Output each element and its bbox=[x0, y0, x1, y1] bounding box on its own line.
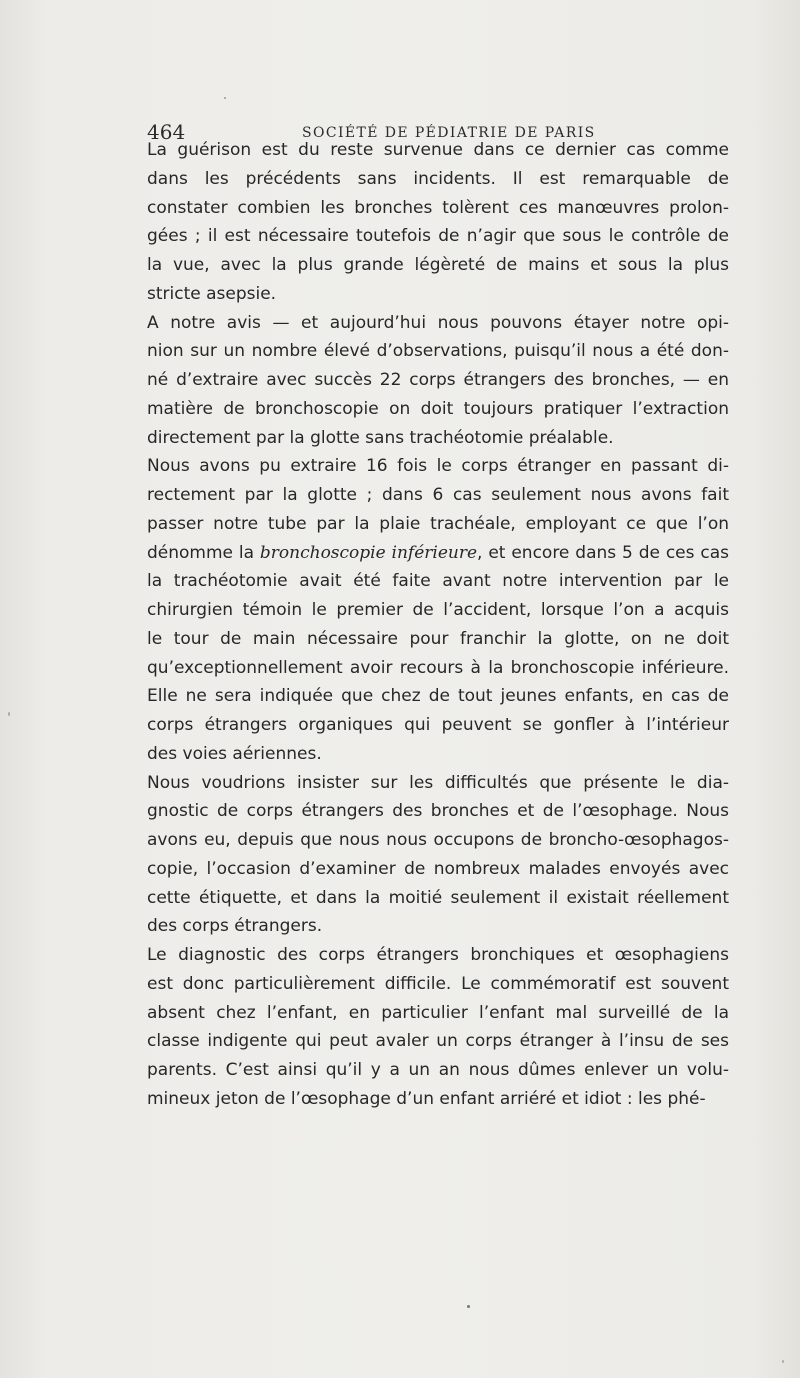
italic-term: bronchoscopie inférieure bbox=[259, 542, 478, 563]
paragraph-3 bbox=[147, 452, 729, 768]
text-fragment: , et encore dans 5 de ces cas bbox=[477, 542, 729, 563]
text-line: classe indigente qui peut avaler un corps étranger à l’insu de ses bbox=[147, 1031, 729, 1052]
paper-speck bbox=[467, 1305, 470, 1308]
text-line: chirurgien témoin le premier de l’accident, lorsque l’on a acquis bbox=[147, 600, 729, 620]
text-line: A notre avis — et aujourd’hui nous pouvons étayer notre opi- bbox=[147, 312, 729, 333]
text-line: matière de bronchoscopie on doit toujours pratiquer l’extraction bbox=[147, 398, 729, 419]
text-line: directement par la glotte sans trachéotomie préalable. bbox=[147, 427, 614, 448]
text-line: constater combien les bronches tolèrent ces manœuvres prolon- bbox=[147, 197, 729, 218]
text-line: des corps étrangers. bbox=[147, 916, 323, 937]
text-line: né d’extraire avec succès 22 corps étrangers des bronches, — en bbox=[147, 370, 729, 390]
paragraph-2 bbox=[147, 309, 729, 453]
text-line: des voies aériennes. bbox=[147, 743, 322, 764]
text-line: la vue, avec la plus grande légèreté de mains et sous la plus bbox=[147, 255, 729, 275]
text-line: La guérison est du reste survenue dans ce dernier cas comme bbox=[147, 140, 729, 160]
text-line: est donc particulièrement difficile. Le commémoratif est souvent bbox=[147, 973, 729, 994]
paper-speck bbox=[782, 1360, 784, 1363]
text-line: qu’exceptionnellement avoir recours à la bronchoscopie inférieure. bbox=[147, 657, 729, 678]
text-line: la trachéotomie avait été faite avant notre intervention par le bbox=[147, 571, 729, 592]
text-line: rectement par la glotte ; dans 6 cas seulement nous avons fait bbox=[147, 485, 729, 505]
text-line: stricte asepsie. bbox=[147, 283, 277, 304]
text-line: absent chez l’enfant, en particulier l’enfant mal surveillé de la bbox=[147, 1002, 729, 1023]
text-line: nion sur un nombre élevé d’observations, puisqu’il nous a été don- bbox=[147, 341, 729, 362]
text-line: parents. C’est ainsi qu’il y a un an nous dûmes enlever un volu- bbox=[147, 1060, 729, 1080]
paragraph-4 bbox=[147, 769, 729, 942]
text-line: gées ; il est nécessaire toutefois de n’agir que sous le contrôle de bbox=[147, 226, 729, 247]
text-line bbox=[147, 539, 729, 568]
text-line: corps étrangers organiques qui peuvent se gonfler à l’intérieur bbox=[147, 715, 729, 735]
paper-speck bbox=[224, 97, 226, 99]
text-line: copie, l’occasion d’examiner de nombreux malades envoyés avec bbox=[147, 858, 729, 879]
text-line: passer notre tube par la plaie trachéale, employant ce que l’on bbox=[147, 513, 729, 534]
paragraph-5 bbox=[147, 941, 729, 1114]
text-line: Nous avons pu extraire 16 fois le corps étranger en passant di- bbox=[147, 456, 729, 477]
text-line: Nous voudrions insister sur les difficultés que présente le dia- bbox=[147, 772, 729, 793]
text-line: avons eu, depuis que nous nous occupons de broncho-œsophagos- bbox=[147, 830, 729, 850]
text-line: Elle ne sera indiquée que chez de tout jeunes enfants, en cas de bbox=[147, 686, 729, 707]
body-text bbox=[147, 136, 729, 1114]
text-line: dans les précédents sans incidents. Il est remarquable de bbox=[147, 168, 729, 189]
text-line: le tour de main nécessaire pour franchir la glotte, on ne doit bbox=[147, 628, 729, 649]
text-line: cette étiquette, et dans la moitié seulement il existait réellement bbox=[147, 887, 729, 908]
text-line: gnostic de corps étrangers des bronches et de l’œsophage. Nous bbox=[147, 801, 729, 822]
paragraph-1 bbox=[147, 136, 729, 309]
page-number: 464 bbox=[147, 120, 186, 144]
text-line: Le diagnostic des corps étrangers bronchiques et œsophagiens bbox=[147, 945, 729, 965]
text-fragment: dénomme la bbox=[147, 542, 260, 563]
running-head-title: SOCIÉTÉ DE PÉDIATRIE DE PARIS bbox=[302, 125, 596, 141]
paper-speck bbox=[8, 712, 10, 716]
text-line: mineux jeton de l’œsophage d’un enfant arriéré et idiot : les phé- bbox=[147, 1088, 706, 1109]
